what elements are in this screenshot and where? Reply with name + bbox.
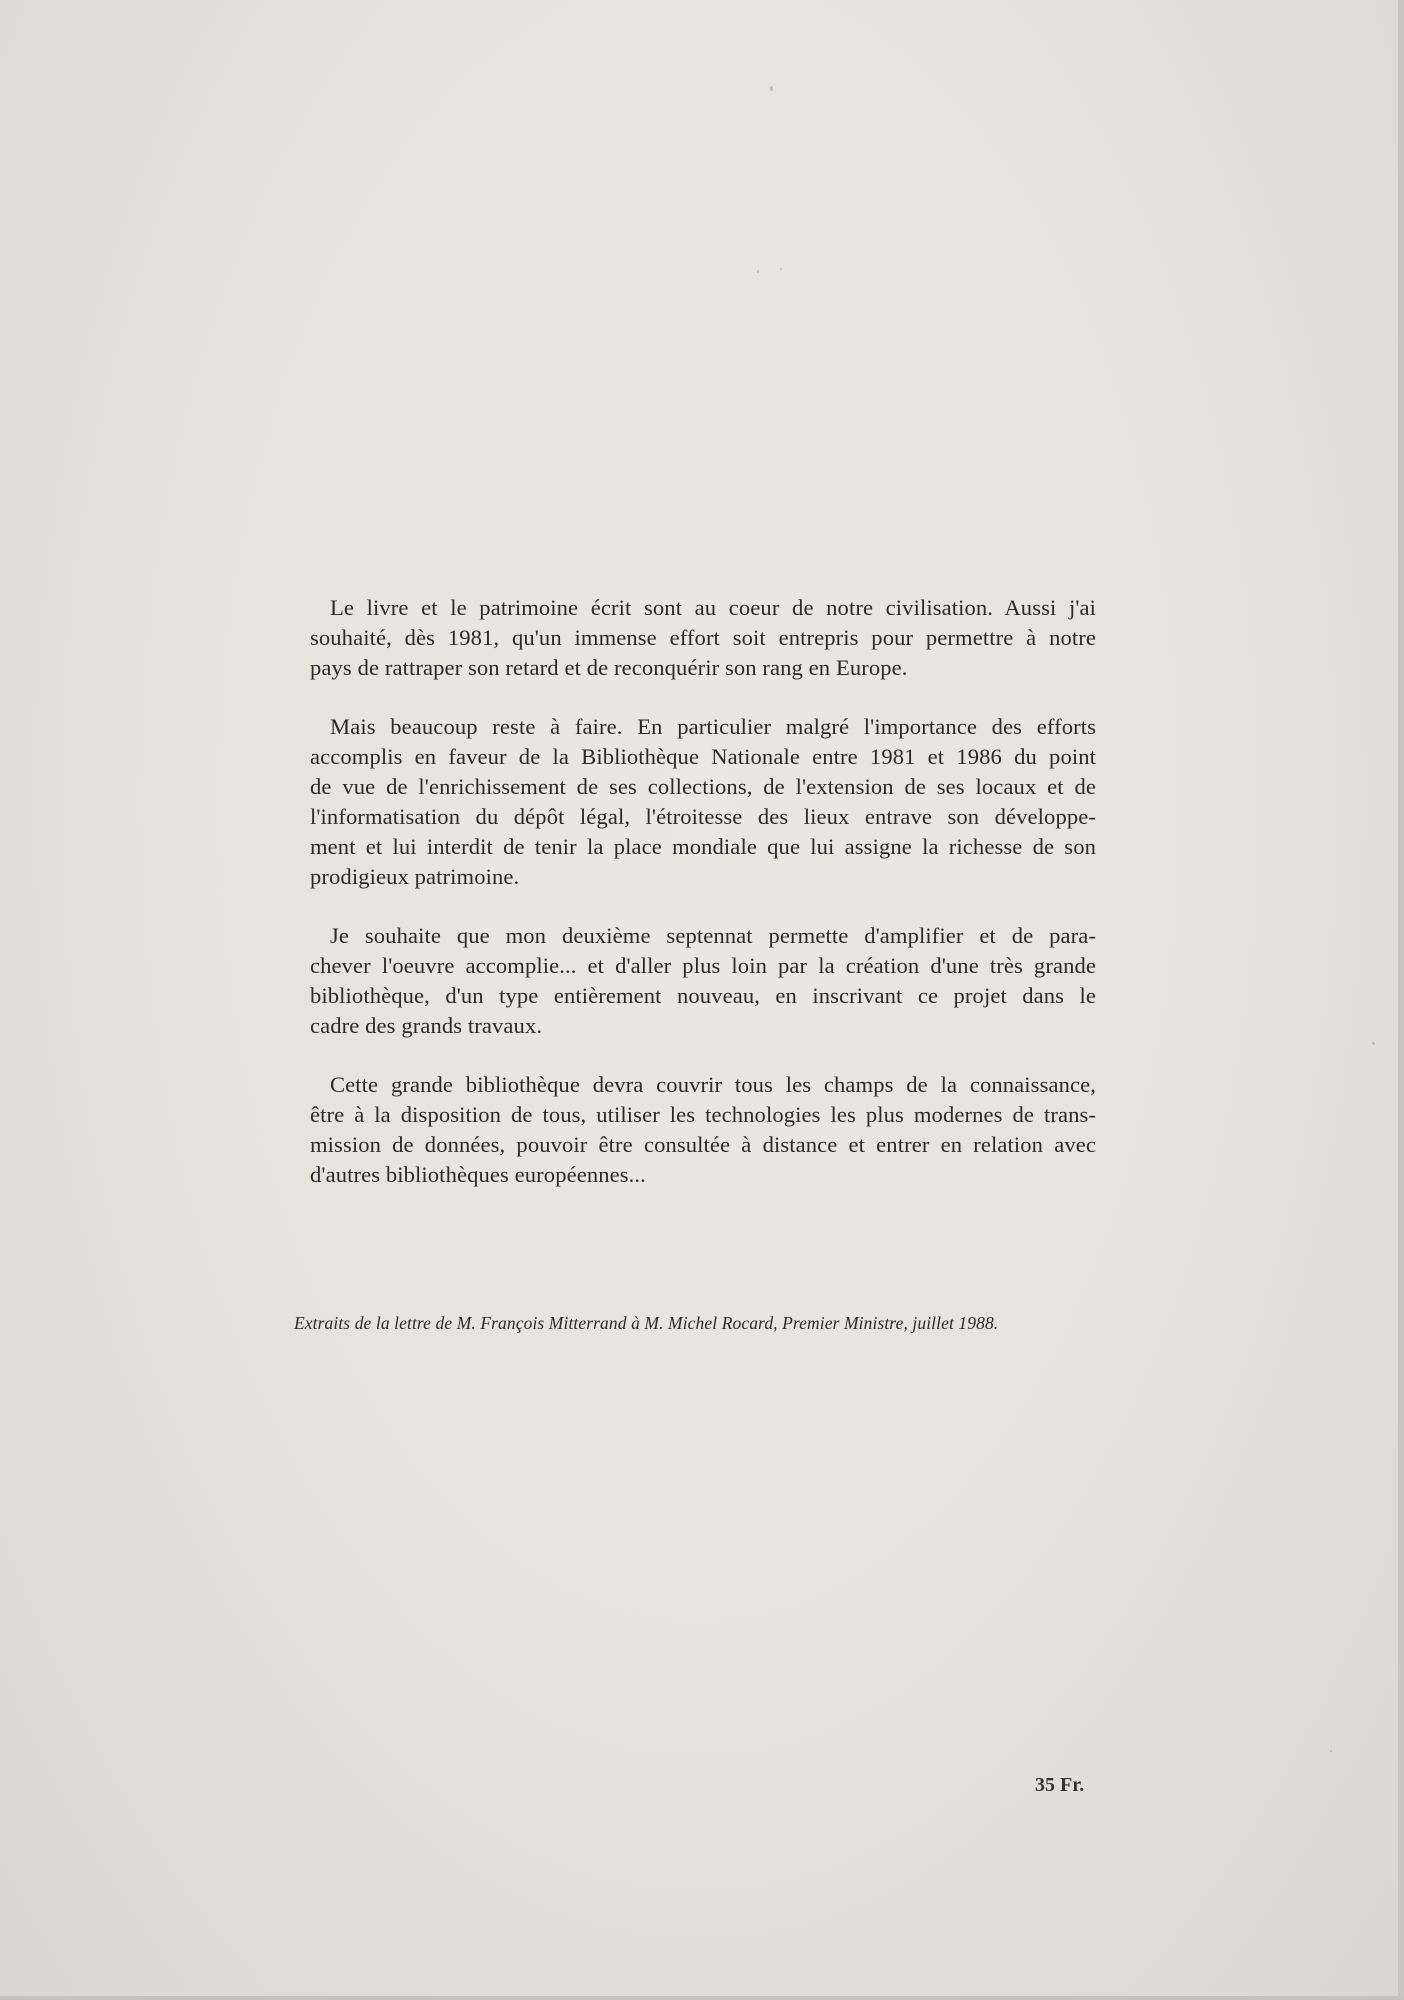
text-line: l'informatisation du dépôt légal, l'étroitesse des lieux entrave son développe- <box>310 804 1096 829</box>
letter-excerpt <box>310 593 1096 1219</box>
text-line: bibliothèque, d'un type entièrement nouveau, en inscrivant ce projet dans le <box>310 983 1096 1008</box>
text-line: d'autres bibliothèques européennes... <box>310 1162 646 1187</box>
paragraph-2 <box>310 712 1096 892</box>
text-line: de vue de l'enrichissement de ses collections, de l'extension de ses locaux et de <box>310 774 1096 799</box>
paper-speck <box>1372 1042 1375 1045</box>
text-line: prodigieux patrimoine. <box>310 864 520 889</box>
text-line: Cette grande bibliothèque devra couvrir tous les champs de la connaissance, <box>330 1072 1096 1097</box>
source-caption: Extraits de la lettre de M. François Mitterrand à M. Michel Rocard, Premier Ministre, juillet 1988. <box>294 1313 999 1333</box>
paragraph-3 <box>310 921 1096 1041</box>
paper-speck <box>770 86 773 91</box>
text-line: Le livre et le patrimoine écrit sont au coeur de notre civilisation. Aussi j'ai <box>330 595 1096 620</box>
paragraph-1 <box>310 593 1096 683</box>
text-line: pays de rattraper son retard et de reconquérir son rang en Europe. <box>310 655 908 680</box>
text-line: Je souhaite que mon deuxième septennat permette d'amplifier et de para- <box>330 923 1096 948</box>
text-line: Mais beaucoup reste à faire. En particulier malgré l'importance des efforts <box>330 714 1096 739</box>
paragraph-4 <box>310 1070 1096 1190</box>
text-line: accomplis en faveur de la Bibliothèque Nationale entre 1981 et 1986 du point <box>310 744 1096 769</box>
text-line: ment et lui interdit de tenir la place mondiale que lui assigne la richesse de son <box>310 834 1096 859</box>
text-line: chever l'oeuvre accomplie... et d'aller plus loin par la création d'une très grande <box>310 953 1096 978</box>
text-line: mission de données, pouvoir être consultée à distance et entrer en relation avec <box>310 1132 1096 1157</box>
text-line: cadre des grands travaux. <box>310 1013 543 1038</box>
paper-speck <box>757 270 759 273</box>
paper-speck <box>1330 1750 1332 1752</box>
paper-speck <box>780 268 782 270</box>
text-line: souhaité, dès 1981, qu'un immense effort soit entrepris pour permettre à notre <box>310 625 1096 650</box>
price-label: 35 Fr. <box>1035 1774 1085 1796</box>
text-line: être à la disposition de tous, utiliser les technologies les plus modernes de trans- <box>310 1102 1096 1127</box>
